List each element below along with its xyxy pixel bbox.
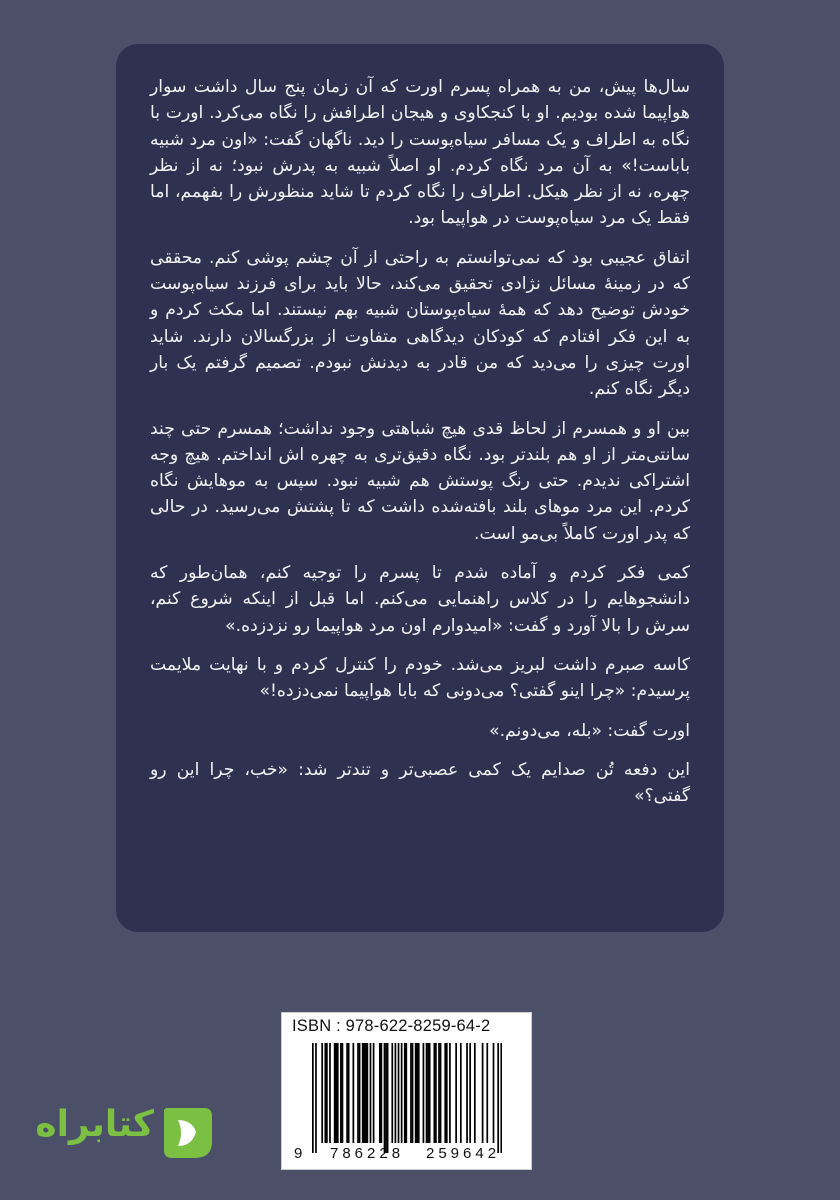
barcode-digits-group-1: 786228 — [330, 1145, 405, 1162]
barcode-bar — [435, 1043, 437, 1143]
paragraph-3: بین او و همسرم از لحاظ قدی هیچ شباهتی وجود نداشت؛ همسرم حتی چند سانتی‌متر از او هم بلندتر بود. نگاه دقیق‌تری به چهره اش انداختم. هیچ وجه اشتراکی ندیدم. حتی رنگ پوستش هم شبیه نبود. سپس به موهایش نگاه کردم. این مرد موهای بلند بافته‌شده داشت که تا پشتش می‌رسید. در حالی که پدر اورت کاملاً بی‌مو است. — [150, 418, 690, 544]
logo-text: کتابراه — [35, 1104, 154, 1145]
barcode-bar — [365, 1043, 367, 1143]
barcode-bar — [348, 1043, 350, 1143]
barcode-bar — [401, 1043, 403, 1143]
barcode-bar — [500, 1043, 502, 1153]
barcode-bar — [427, 1043, 429, 1143]
barcode-bar — [418, 1043, 420, 1143]
barcode-digit-first: 9 — [294, 1145, 303, 1162]
barcode-bar — [362, 1043, 364, 1143]
barcode-bar — [423, 1043, 425, 1143]
barcode-bar — [315, 1043, 317, 1153]
barcode-bar — [429, 1043, 431, 1143]
barcode-bar — [357, 1043, 359, 1143]
barcode-bar — [381, 1043, 383, 1143]
barcode-bar — [385, 1043, 387, 1153]
barcode-bar — [474, 1043, 476, 1143]
barcode-bar — [466, 1043, 468, 1143]
barcode-bar — [438, 1043, 440, 1143]
barcode-bar — [398, 1043, 400, 1143]
barcode-bar — [446, 1043, 448, 1143]
barcode-bar — [384, 1043, 386, 1153]
book-leaf-icon — [158, 1102, 218, 1162]
barcode-bar — [497, 1043, 499, 1153]
back-cover-text-panel — [116, 44, 724, 932]
barcode-bar — [342, 1043, 344, 1143]
isbn-number: ISBN : 978-622-8259-64-2 — [292, 1017, 491, 1035]
barcode-bar — [312, 1043, 314, 1153]
ketabrah-logo — [35, 1098, 218, 1166]
barcode-bar — [395, 1043, 397, 1143]
barcode-bar — [321, 1043, 323, 1143]
barcode-bar — [404, 1043, 406, 1143]
barcode-bar — [387, 1043, 389, 1153]
barcode-bar — [352, 1043, 354, 1143]
barcode-bar — [412, 1043, 414, 1143]
isbn-barcode-label — [281, 1012, 532, 1170]
barcode-bar — [335, 1043, 337, 1143]
barcode-bar — [367, 1043, 369, 1143]
paragraph-7: این دفعه تُن صدایم یک کمی عصبی‌تر و تندتر شد: «خب، چرا این رو گفتی؟» — [150, 759, 690, 807]
barcode-bar — [346, 1043, 348, 1143]
barcode-bar — [460, 1043, 462, 1143]
barcode-bar — [433, 1043, 435, 1143]
barcode-bar — [326, 1043, 328, 1143]
barcode-digits-group-2: 259642 — [426, 1145, 501, 1162]
paragraph-1: سال‌ها پیش، من به همراه پسرم اورت که آن زمان پنج سال داشت سوار هواپیما شده بودیم. او با کنجکاوی و هیجان اطرافش را نگاه می‌کرد. اورت با نگاه به اطراف و یک مسافر سیاه‌پوست را دید. ناگهان گفت: «اون مرد شبیه باباست!» به آن مرد نگاه کردم. او اصلاً شبیه به پدرش نبود؛ نه از نظر چهره، نه از نظر هیکل. اطراف را نگاه کردم تا شاید منظورش را بفهمم، اما فقط یک مرد سیاه‌پوست در هواپیما بود. — [150, 77, 690, 229]
barcode-bar — [469, 1043, 471, 1143]
barcode-bar — [363, 1043, 365, 1143]
barcode-bar — [405, 1043, 407, 1143]
barcode-bar — [493, 1043, 495, 1143]
barcode-bar — [373, 1043, 375, 1143]
paragraph-2: اتفاق عجیبی بود که نمی‌توانستم به راحتی از آن چشم پوشی کنم. محققی که در زمینهٔ مسائل نژادی تحقیق می‌کند، حالا باید برای فرزند سیاه‌پوست خودش توضیح دهد که همهٔ سیاه‌پوستان شبیه بهم نیستند. اما مکث کردم و به این فکر افتادم که کودکان دیدگاهی متفاوت از بزرگسالان دارند. شاید اورت چیزی را می‌دید که من قادر به دیدنش نبودم. تصمیم گرفتم یک بار دیگر نگاه کنم. — [150, 247, 690, 400]
barcode-bar — [486, 1043, 488, 1143]
barcode-bar — [324, 1043, 326, 1143]
barcode-bar — [482, 1043, 484, 1143]
barcode-bar — [455, 1043, 457, 1143]
barcode-bar — [359, 1043, 361, 1143]
barcode-bar — [379, 1043, 381, 1143]
barcode-bar — [370, 1043, 372, 1143]
barcode-bar — [415, 1043, 417, 1143]
barcode-bar — [449, 1043, 451, 1143]
barcode-bar — [410, 1043, 412, 1143]
barcode-bar — [340, 1043, 342, 1143]
barcode-bar — [416, 1043, 418, 1143]
barcode-bar — [334, 1043, 336, 1143]
barcode-image — [312, 1043, 502, 1153]
paragraph-4: کمی فکر کردم و آماده شدم تا پسرم را توجیه کنم، همان‌طور که دانشجوهایم را در کلاس راهنمایی می‌کنم. اما قبل از اینکه شروع کنم، سرش را بالا آورد و گفت: «امیدوارم اون مرد هواپیما رو نزدزده.» — [150, 563, 690, 636]
paragraph-6: اورت گفت: «بله، می‌دونم.» — [489, 720, 690, 741]
barcode-bar — [337, 1043, 339, 1143]
barcode-bar — [329, 1043, 331, 1143]
paragraph-5: کاسه صبرم داشت لبریز می‌شد. خودم را کنترل کردم و با نهایت ملایمت پرسیدم: «چرا اینو گفتی؟ می‌دونی که بابا هواپیما نمی‌دزده!» — [150, 654, 690, 702]
barcode-bar — [391, 1043, 393, 1143]
barcode-bar — [426, 1043, 428, 1143]
barcode-bar — [440, 1043, 442, 1143]
barcode-bar — [444, 1043, 446, 1143]
